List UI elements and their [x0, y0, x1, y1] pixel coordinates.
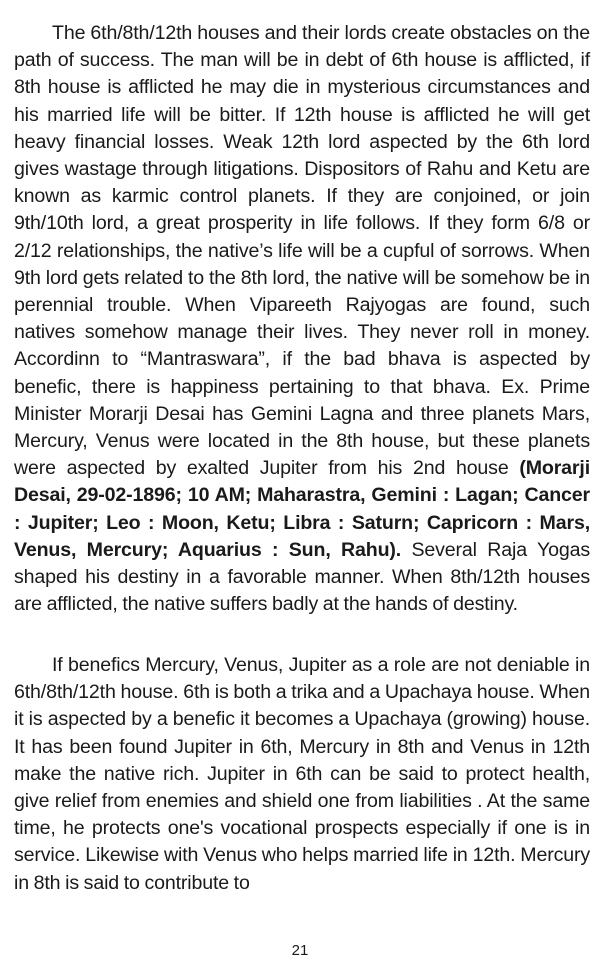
paragraph-1-text-a: The 6th/8th/12th houses and their lords create obstacles on the path of success. The man will be in debt of 6th house is afflicted, if 8th house is afflicted he may die in mysterious circumstances and his married life will be bitter. If 12th house is afflicted he will get heavy financial losses. Weak 12th lord aspected by the 6th lord gives wastage through litigations. Dispositors of Rahu and Ketu are known as karmic control planets. If they are conjoined, or join 9th/10th lord, a great prosperity in life follows. If they form 6/8 or 2/12 relationships, the native’s life will be a cupful of sorrows. When 9th lord gets related to the 8th lord, the native will be somehow be in perennial trouble. When Vipareeth Rajyogas are found, such natives somehow manage their lives. They never roll in money. Accordinn to “Mantraswara”, if the bad bhava is aspected by benefic, there is happiness pertaining to that bhava. Ex. Prime Minister Morarji Desai has Gemini Lagna and three planets Mars, Mercury, Venus were located in the 8th house, but these planets were aspected by exalted Jupiter from his 2nd house — [14, 22, 590, 480]
paragraph-2 — [14, 652, 590, 897]
paragraph-1 — [14, 20, 590, 618]
paragraph-2-text: If benefics Mercury, Venus, Jupiter as a role are not deniable in 6th/8th/12th house. 6th is both a trika and a Upachaya house. When it is aspected by a benefic it becomes a Upachaya (growing) house. It has been found Jupiter in 6th, Mercury in 8th and Venus in 12th make the native rich. Jupiter in 6th can be said to protect health, give relief from enemies and shield one from liabilities . At the same time, he protects one's vocational prospects especially if one is in service. Likewise with Venus who helps married life in 12th. Mercury in 8th is said to contribute to — [14, 654, 590, 894]
paragraph-1-text-b: Several Raja Yogas shaped his destiny in a favorable manner. When 8th/12th houses are afflicted, the native suffers badly at the hands of destiny. — [14, 538, 590, 616]
page-number: 21 — [291, 942, 309, 959]
paragraph-1-birth-data-bold: (Morarji Desai, 29-02-1896; 10 AM; Maharastra, Gemini : Lagan; Cancer : Jupiter; Leo : Moon, Ketu; Libra : Saturn; Capricorn : Mars, Venus, Mercury; Aquarius : Sun, Rahu). — [14, 457, 590, 561]
